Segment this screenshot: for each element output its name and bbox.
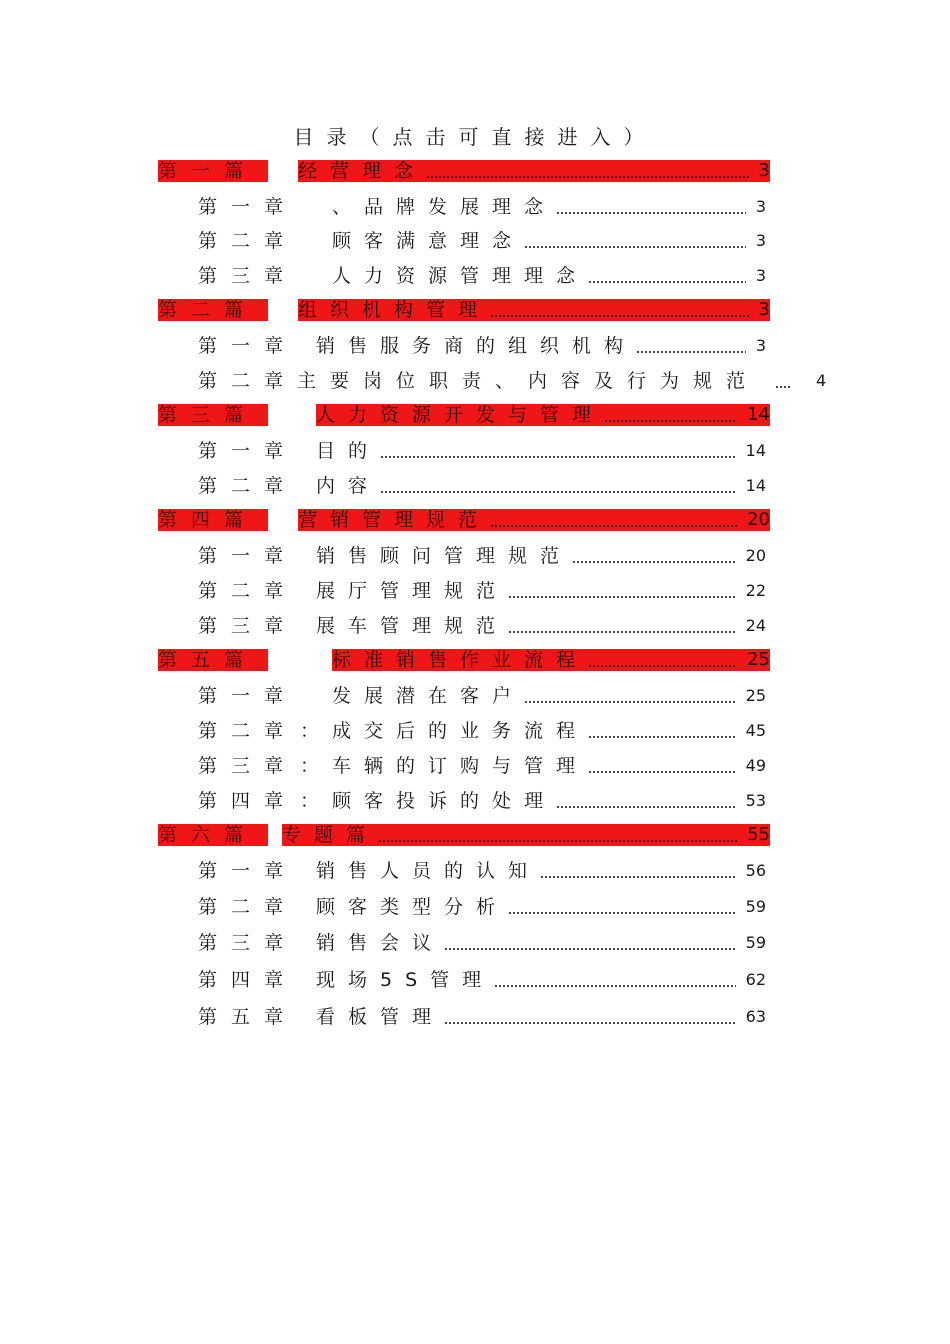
part-title: 标准销售作业流程	[332, 649, 589, 671]
page-number: 3	[755, 197, 766, 216]
page-number: 4	[816, 371, 827, 390]
page-number: 55	[747, 824, 770, 845]
toc-chapter-5-2[interactable]	[198, 720, 766, 742]
chapter-label: 第三章	[198, 265, 298, 287]
toc-part-5[interactable]	[158, 649, 770, 671]
chapter-label: 第一章	[198, 335, 298, 357]
chapter-title: 顾客类型分析	[316, 896, 509, 918]
chapter-title: 顾客满意理念	[332, 230, 525, 252]
toc-leader-dots	[444, 1006, 736, 1028]
toc-title: 目录（点击可直接进入）	[293, 125, 657, 149]
page-number: 25	[745, 686, 766, 705]
toc-leader-dots	[380, 475, 736, 497]
chapter-title: 内容	[316, 475, 381, 497]
toc-chapter-1-2[interactable]	[198, 230, 766, 252]
chapter-label: 第一章	[198, 440, 298, 462]
toc-leader-dots	[556, 790, 736, 812]
chapter-title: 展车管理规范	[316, 615, 509, 637]
part-title: 人力资源开发与管理	[316, 404, 605, 426]
page-number: 20	[745, 546, 766, 565]
page-number: 59	[745, 933, 766, 952]
page-number: 25	[747, 649, 770, 670]
page-number: 22	[745, 581, 766, 600]
toc-part-4[interactable]	[158, 509, 770, 531]
toc-chapter-2-1[interactable]	[198, 335, 766, 357]
toc-part-6[interactable]	[158, 824, 770, 846]
chapter-title: 主要岗位职责、内容及行为规范	[297, 370, 760, 392]
page-number: 3	[755, 231, 766, 250]
toc-leader-dots	[444, 932, 736, 954]
toc-chapter-6-3[interactable]	[198, 932, 766, 954]
toc-leader-dots	[508, 896, 736, 918]
toc-leader-dots	[588, 649, 737, 671]
toc-chapter-1-3[interactable]	[198, 265, 766, 287]
toc-chapter-6-2[interactable]	[198, 896, 766, 918]
chapter-title: 看板管理	[316, 1006, 445, 1028]
toc-chapter-5-3[interactable]	[198, 755, 766, 777]
chapter-title: 发展潜在客户	[332, 685, 525, 707]
toc-leader-dots	[775, 370, 791, 392]
toc-leader-dots	[490, 509, 737, 531]
toc-part-3[interactable]	[158, 404, 770, 426]
toc-chapter-3-1[interactable]	[198, 440, 766, 462]
chapter-title: 人力资源管理理念	[332, 265, 589, 287]
chapter-title: ：车辆的订购与管理	[300, 755, 589, 777]
toc-leader-dots	[490, 299, 749, 321]
page-number: 24	[745, 616, 766, 635]
toc-chapter-5-4[interactable]	[198, 790, 766, 812]
part-title: 组织机构管理	[298, 299, 491, 321]
toc-part-2[interactable]	[158, 299, 770, 321]
part-label: 第一篇	[158, 160, 258, 182]
toc-chapter-1-1[interactable]	[198, 196, 766, 218]
toc-leader-dots	[604, 404, 737, 426]
part-label: 第六篇	[158, 824, 258, 846]
part-title: 营销管理规范	[298, 509, 491, 531]
toc-chapter-3-2[interactable]	[198, 475, 766, 497]
page-number: 56	[745, 861, 766, 880]
chapter-label: 第一章	[198, 685, 298, 707]
part-label: 第三篇	[158, 404, 258, 426]
toc-chapter-6-5[interactable]	[198, 1006, 766, 1028]
part-title: 经营理念	[298, 160, 427, 182]
page-number: 3	[755, 336, 766, 355]
toc-chapter-4-3[interactable]	[198, 615, 766, 637]
toc-leader-dots	[540, 860, 736, 882]
toc-chapter-6-4[interactable]	[198, 969, 766, 991]
page-number: 62	[745, 970, 766, 989]
chapter-title: 销售顾问管理规范	[316, 545, 573, 567]
toc-chapter-4-1[interactable]	[198, 545, 766, 567]
page-number: 53	[745, 791, 766, 810]
chapter-title: 销售服务商的组织机构	[316, 335, 637, 357]
chapter-label: 第二章	[198, 370, 298, 392]
part-label: 第四篇	[158, 509, 258, 531]
page-number: 59	[745, 897, 766, 916]
toc-leader-dots	[572, 545, 736, 567]
toc-leader-dots	[508, 615, 736, 637]
part-label: 第二篇	[158, 299, 258, 321]
page-number: 14	[747, 404, 770, 425]
page-number: 45	[745, 721, 766, 740]
page-number: 3	[755, 266, 766, 285]
chapter-label: 第二章	[198, 230, 298, 252]
part-label: 第五篇	[158, 649, 258, 671]
toc-chapter-2-2[interactable]	[198, 370, 827, 392]
toc-chapter-6-1[interactable]	[198, 860, 766, 882]
chapter-label: 第二章	[198, 580, 298, 602]
chapter-title: 现场5S管理	[316, 969, 495, 991]
page-number: 14	[745, 476, 766, 495]
chapter-title: 销售会议	[316, 932, 445, 954]
chapter-label: 第二章	[198, 720, 298, 742]
toc-leader-dots	[636, 335, 746, 357]
chapter-label: 第五章	[198, 1006, 298, 1028]
page-number: 20	[747, 509, 770, 530]
toc-leader-dots	[556, 196, 746, 218]
chapter-label: 第一章	[198, 196, 298, 218]
chapter-title: 销售人员的认知	[316, 860, 541, 882]
part-title: 专题篇	[282, 824, 379, 846]
toc-leader-dots	[524, 685, 736, 707]
toc-leader-dots	[426, 160, 749, 182]
chapter-label: 第四章	[198, 969, 298, 991]
toc-part-1[interactable]	[158, 160, 770, 182]
toc-leader-dots	[494, 969, 735, 991]
toc-leader-dots	[524, 230, 746, 252]
chapter-label: 第一章	[198, 545, 298, 567]
chapter-title: 展厅管理规范	[316, 580, 509, 602]
chapter-label: 第二章	[198, 475, 298, 497]
toc-leader-dots	[380, 440, 736, 462]
toc-chapter-4-2[interactable]	[198, 580, 766, 602]
chapter-label: 第四章	[198, 790, 298, 812]
toc-leader-dots	[588, 755, 736, 777]
toc-leader-dots	[588, 720, 736, 742]
chapter-label: 第一章	[198, 860, 298, 882]
chapter-label: 第三章	[198, 615, 298, 637]
page-number: 63	[745, 1007, 766, 1026]
chapter-title: ：顾客投诉的处理	[300, 790, 557, 812]
page-number: 14	[745, 441, 766, 460]
page-number: 3	[758, 299, 770, 320]
toc-chapter-5-1[interactable]	[198, 685, 766, 707]
page-number: 3	[758, 160, 770, 181]
chapter-label: 第三章	[198, 755, 298, 777]
toc-leader-dots	[508, 580, 736, 602]
chapter-title: 、品牌发展理念	[332, 196, 557, 218]
chapter-title: ：成交后的业务流程	[300, 720, 589, 742]
page-number: 49	[745, 756, 766, 775]
toc-leader-dots	[378, 824, 737, 846]
chapter-label: 第二章	[198, 896, 298, 918]
toc-leader-dots	[588, 265, 746, 287]
chapter-title: 目的	[316, 440, 381, 462]
chapter-label: 第三章	[198, 932, 298, 954]
